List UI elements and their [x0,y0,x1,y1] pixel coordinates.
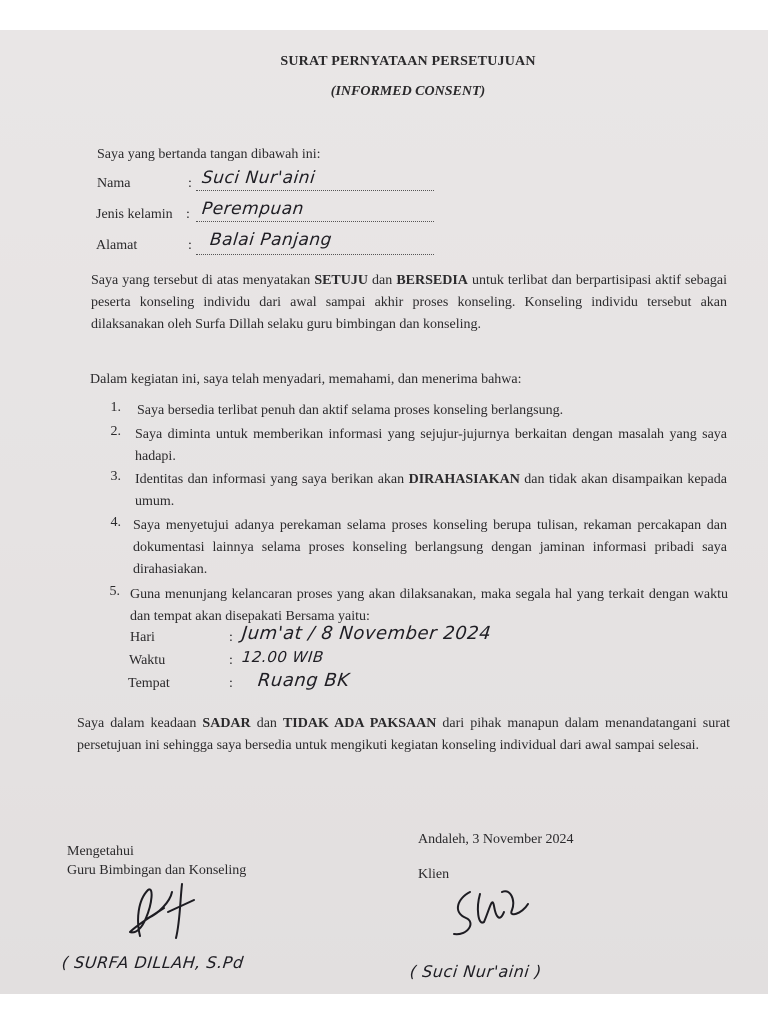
hari-label: Hari [130,630,155,645]
client-label: Klien [418,867,450,882]
jenis-kelamin-dotted-line [196,221,434,222]
waktu-colon: : [229,653,233,668]
counselor-signature [118,878,208,948]
waktu-value: 12.00 WIB [241,648,325,666]
item-number: 4. [110,515,121,530]
waktu-label: Waktu [129,653,166,668]
item-number: 2. [110,424,121,439]
alamat-label: Alamat [96,238,138,253]
list-item-text: Saya menyetujui adanya perekaman selama proses konseling berupa tulisan, rekaman percakapan dan dokumentasi lainnya selama proses konseling berlangsung dengan jaminan informasi pribadi saya dirahasiakan. [133,518,727,577]
hari-colon: : [229,630,233,645]
consent-paragraph: Saya yang tersebut di atas menyatakan SETUJU dan BERSEDIA untuk terlibat dan berpartisipasi aktif sebagai peserta konseling individu dari awal sampai akhir proses konseling. Konseling individu tersebut akan dilaksanakan oleh Surfa Dillah selaku guru bimbingan dan konseling. [91,273,727,332]
tempat-label: Tempat [128,676,170,691]
counselor-name: ( SURFA DILLAH, S.Pd [61,953,245,972]
list-item-text: Saya bersedia terlibat penuh dan aktif selama proses konseling berlangsung. [137,403,564,418]
nama-label: Nama [97,176,131,191]
alamat-value: Balai Panjang [208,230,334,250]
list-item-text: Guna menunjang kelancaran proses yang akan dilaksanakan, maka segala hal yang terkait dengan waktu dan tempat akan disepakati Bersama yaitu: [130,587,728,624]
nama-dotted-line [196,190,434,191]
awareness-paragraph: Dalam kegiatan ini, saya telah menyadari, memahami, dan menerima bahwa: [90,372,522,387]
item-number: 5. [109,584,120,599]
document-subtitle: (INFORMED CONSENT) [330,84,486,99]
jenis-kelamin-label: Jenis kelamin [96,207,173,222]
item-number: 3. [110,469,121,484]
document-title: SURAT PERNYATAAN PERSETUJUAN [280,54,536,69]
tempat-colon: : [229,676,233,691]
client-name: ( Suci Nur'aini ) [409,962,543,981]
item-number: 1. [110,400,121,415]
jenis-kelamin-colon: : [186,207,190,222]
alamat-colon: : [188,238,192,253]
mengetahui-label: Mengetahui [67,844,134,859]
list-item-text: Saya diminta untuk memberikan informasi yang sejujur-jujurnya berkaitan dengan masalah yang saya hadapi. [135,427,727,464]
hari-value: Jum'at / 8 November 2024 [240,623,493,644]
nama-value: Suci Nur'aini [200,168,317,188]
client-signature [440,878,540,948]
intro-text: Saya yang bertanda tangan dibawah ini: [97,147,321,162]
place-date: Andaleh, 3 November 2024 [418,832,574,847]
alamat-dotted-line [196,254,434,255]
jenis-kelamin-value: Perempuan [200,199,306,219]
list-item-text: Identitas dan informasi yang saya berikan akan DIRAHASIAKAN dan tidak akan disampaikan kepada umum. [135,472,727,509]
counselor-title: Guru Bimbingan dan Konseling [67,863,247,878]
tempat-value: Ruang BK [256,670,351,691]
statement-paragraph: Saya dalam keadaan SADAR dan TIDAK ADA PAKSAAN dari pihak manapun dalam menandatangani surat persetujuan ini sehingga saya bersedia untuk mengikuti kegiatan konseling individual dari awal sampai selesai. [77,716,730,753]
nama-colon: : [188,176,192,191]
